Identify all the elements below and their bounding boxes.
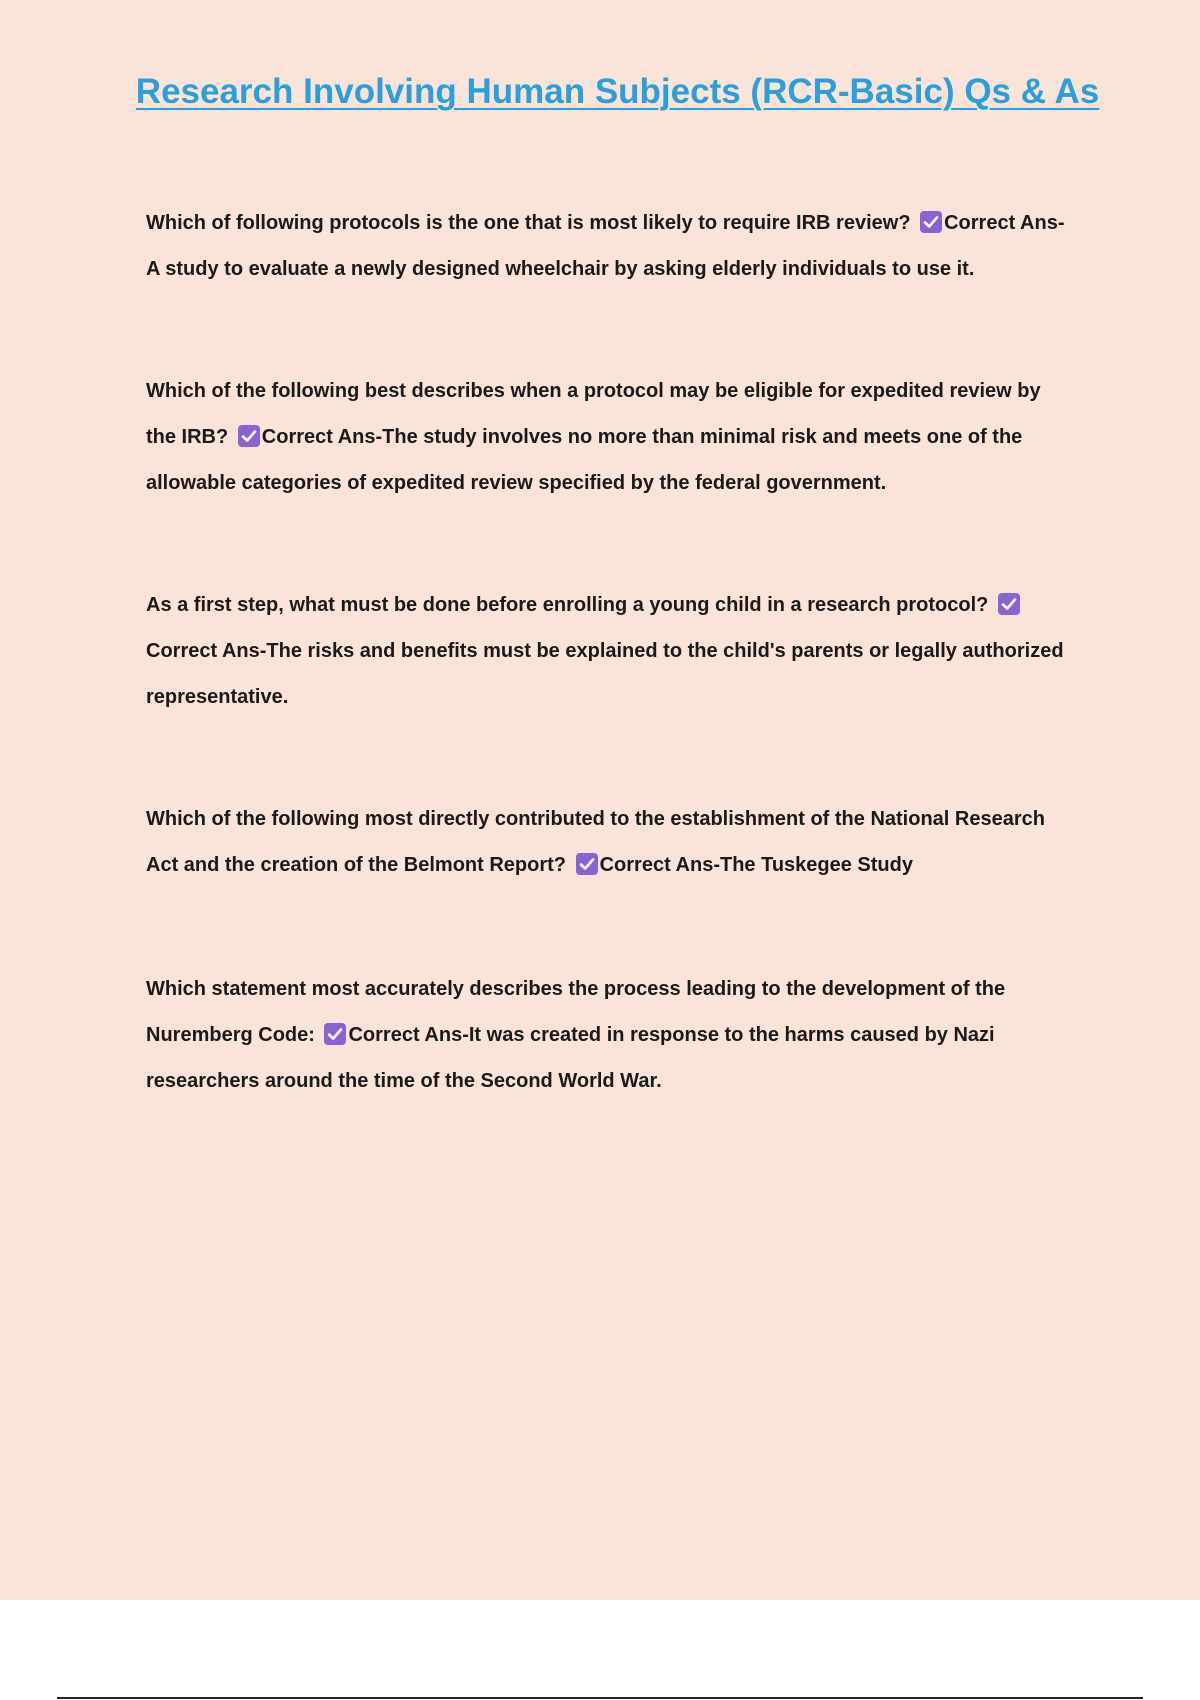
answer-prefix: Correct Ans-	[599, 854, 720, 876]
check-icon	[324, 1023, 346, 1045]
qa-item-2	[146, 368, 1066, 506]
check-icon	[576, 853, 598, 875]
check-icon	[920, 211, 942, 233]
answer-text: The risks and benefits must be explained to the child's parents or legally authorized representative.	[146, 640, 1064, 708]
question-text: As a first step, what must be done before enrolling a young child in a research protocol?	[146, 594, 989, 616]
question-text: Which of the following best describes when a protocol may be eligible for expedited review by the IRB?	[146, 380, 1041, 448]
qa-item-3	[146, 582, 1066, 720]
answer-text: The study involves no more than minimal risk and meets one of the allowable categories of expedited review specified by the federal government.	[146, 426, 1023, 494]
qa-item-1	[146, 200, 1066, 292]
answer-prefix: Correct Ans-	[146, 640, 267, 662]
answer-text: The Tuskegee Study	[719, 854, 913, 876]
answer-prefix: Correct Ans-	[261, 426, 383, 448]
answer-text: A study to evaluate a newly designed wheelchair by asking elderly individuals to use it.	[146, 258, 975, 280]
answer-text: It was created in response to the harms caused by Nazi researchers around the time of the Second World War.	[146, 1024, 995, 1092]
document-title: Research Involving Human Subjects (RCR-Basic) Qs & As	[135, 72, 1100, 111]
question-text: Which of following protocols is the one that is most likely to require IRB review?	[146, 212, 911, 234]
check-icon	[238, 425, 260, 447]
qa-item-4	[146, 796, 1066, 888]
question-text: Which statement most accurately describes the process leading to the development of the Nuremberg Code:	[146, 978, 1006, 1046]
qa-item-5	[146, 966, 1066, 1104]
check-icon	[998, 593, 1020, 615]
question-text: Which of the following most directly contributed to the establishment of the National Research Act and the creation of the Belmont Report?	[146, 808, 1045, 876]
answer-prefix: Correct Ans-	[944, 212, 1065, 234]
answer-prefix: Correct Ans-	[348, 1024, 469, 1046]
footer-rule	[57, 1697, 1143, 1699]
